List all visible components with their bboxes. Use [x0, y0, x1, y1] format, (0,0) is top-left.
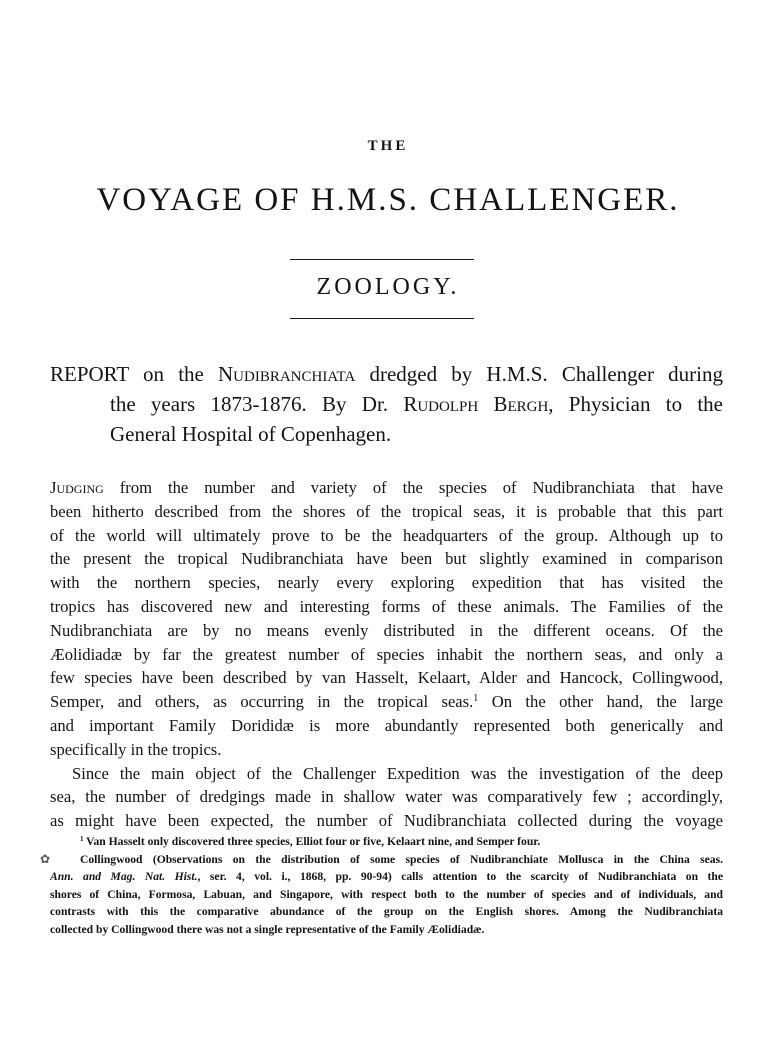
report-heading	[50, 359, 723, 449]
report-line-2: the years 1873-1876. By Dr. Rudolph Bergh, Physician to the	[110, 392, 723, 416]
body-line: been hitherto described from the shores of the tropical seas, it is probable that this part	[50, 501, 723, 521]
section-subtitle: ZOOLOGY.	[316, 274, 460, 300]
body-line: Judging from the number and variety of the species of Nudibranchiata that have	[50, 478, 723, 497]
report-line-3: General Hospital of Copenhagen.	[110, 422, 392, 446]
report-line-1: REPORT on the Nudibranchiata dredged by H.M.S. Challenger during	[50, 362, 723, 386]
body-line: the present the tropical Nudibranchiata have been but slightly examined in comparison	[50, 549, 723, 569]
body-line: specifically in the tropics.	[50, 739, 222, 759]
series-label: THE	[367, 138, 409, 154]
footnote-line: contrasts with this the comparative abundance of the group on the English shores. Among the Nudibranchiata	[50, 905, 723, 918]
body-line: Nudibranchiata are by no means evenly distributed in the different oceans. Of the	[50, 620, 723, 640]
footnote-line: Collingwood (Observations on the distribution of some species of Nudibranchiate Mollusca in the China seas.	[80, 852, 723, 866]
body-line: and important Family Dorididæ is more abundantly represented both generically and	[50, 715, 723, 735]
footnote-ref: 1	[473, 693, 479, 705]
body-line: few species have been described by van Hasselt, Kelaart, Alder and Hancock, Collingwood,	[50, 668, 723, 688]
body-line: Semper, and others, as occurring in the tropical seas.$^1$ On the other hand, the large	[50, 692, 723, 712]
body-line: sea, the number of dredgings made in shallow water was comparatively few ; accordingly,	[50, 787, 723, 807]
body-line: of the world will ultimately prove to be the headquarters of the group. Although up to	[50, 525, 723, 545]
footnote-line: $^1$ Van Hasselt only discovered three species, Elliot four or five, Kelaart nine, and Semper four.	[80, 834, 541, 848]
print-mark-icon: ✿	[40, 852, 51, 866]
body-line: tropics has discovered new and interesting forms of these animals. The Families of the	[50, 596, 723, 616]
body-line: as might have been expected, the number of Nudibranchiata collected during the voyage	[50, 811, 723, 831]
body-line: Since the main object of the Challenger Expedition was the investigation of the deep	[72, 763, 723, 783]
body-paragraphs	[50, 476, 723, 833]
body-line: with the northern species, nearly every exploring expedition that has visited the	[50, 573, 723, 593]
footnote-line: collected by Collingwood there was not a single representative of the Family Æolidiadæ.	[50, 922, 485, 936]
body-line: Æolidiadæ by far the greatest number of species inhabit the northern seas, and only a	[50, 644, 723, 664]
footnote-line: shores of China, Formosa, Labuan, and Singapore, with respect both to the number of species and of individuals, and	[50, 887, 723, 901]
title-rule-bottom	[290, 318, 474, 319]
main-title: VOYAGE OF H.M.S. CHALLENGER.	[96, 182, 680, 218]
title-rule-top	[290, 259, 474, 260]
footnotes	[50, 833, 723, 938]
footnote-line: Ann. and Mag. Nat. Hist., ser. 4, vol. i., 1868, pp. 90-94) calls attention to the scarcity of Nudibranchiata on the	[50, 870, 723, 883]
